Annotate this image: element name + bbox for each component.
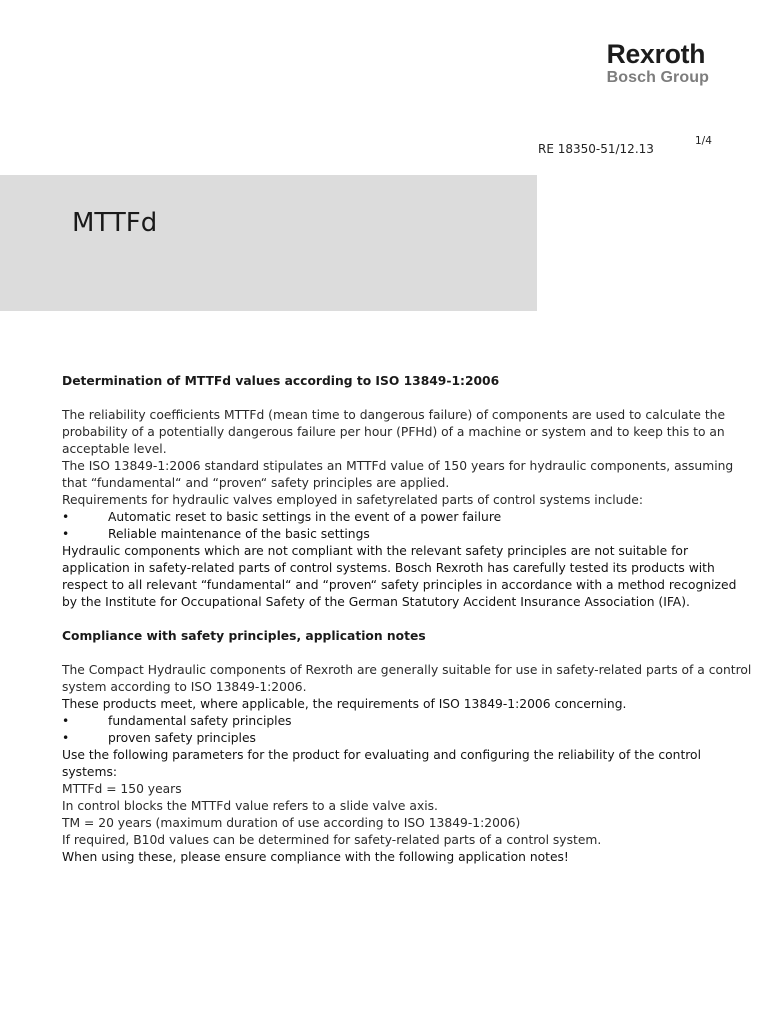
paragraph: Hydraulic components which are not compliant with the relevant safety principles are not suitable for application in safety-related parts of control systems. Bosch Rexroth has carefully tested its products with respect to all relevant “fundamental“ and “proven“ safety principles in accordance with a method recognized by the Institute for Occupational Safety of the German Statutory Accident Insurance Association (IFA).: [62, 544, 737, 609]
logo-brand: Rexroth: [606, 39, 706, 69]
bullet-icon: •: [62, 527, 70, 541]
bullet-icon: •: [62, 510, 70, 524]
parameter-line: TM = 20 years (maximum duration of use according to ISO 13849-1:2006): [62, 816, 521, 830]
paragraph: The Compact Hydraulic components of Rexroth are generally suitable for use in safety-related parts of a control system according to ISO 13849-1:2006.: [62, 663, 752, 694]
paragraph: These products meet, where applicable, the requirements of ISO 13849-1:2006 concerning.: [62, 697, 627, 711]
page-number: 1/4: [695, 135, 712, 147]
list-item-text: Automatic reset to basic settings in the event of a power failure: [108, 510, 502, 524]
parameter-line: When using these, please ensure compliance with the following application notes!: [62, 850, 569, 864]
paragraph: The reliability coefficients MTTFd (mean time to dangerous failure) of components are used to calculate the probability of a potentially dangerous failure per hour (PFHd) of a machine or system and to keep this to an acceptable level.: [62, 408, 726, 456]
page-title: MTTFd: [72, 208, 158, 238]
bullet-icon: •: [62, 731, 70, 745]
bullet-icon: •: [62, 714, 70, 728]
logo-subtitle: Bosch Group: [606, 69, 709, 86]
rexroth-logo: [607, 40, 709, 87]
document-reference: RE 18350-51/12.13: [538, 142, 654, 156]
paragraph: Use the following parameters for the product for evaluating and configuring the reliability of the control systems:: [62, 748, 701, 779]
section-heading: Determination of MTTFd values according to ISO 13849-1:2006: [62, 374, 500, 388]
paragraph: The ISO 13849-1:2006 standard stipulates an MTTFd value of 150 years for hydraulic components, assuming that “fundamental“ and “proven“ safety principles are applied.: [62, 459, 734, 490]
list-item-text: Reliable maintenance of the basic settings: [108, 527, 370, 541]
paragraph: Requirements for hydraulic valves employed in safetyrelated parts of control systems include:: [62, 493, 643, 507]
title-band: [0, 175, 537, 311]
list-item: [62, 509, 752, 526]
list-item-text: fundamental safety principles: [108, 714, 292, 728]
list-item-text: proven safety principles: [108, 731, 256, 745]
parameter-line: In control blocks the MTTFd value refers to a slide valve axis.: [62, 799, 438, 813]
parameter-line: MTTFd = 150 years: [62, 782, 182, 796]
list-item: [62, 713, 752, 730]
list-item: [62, 526, 752, 543]
parameter-line: If required, B10d values can be determined for safety-related parts of a control system.: [62, 833, 602, 847]
section-heading: Compliance with safety principles, application notes: [62, 629, 426, 643]
list-item: [62, 730, 752, 747]
document-body: [62, 373, 752, 866]
